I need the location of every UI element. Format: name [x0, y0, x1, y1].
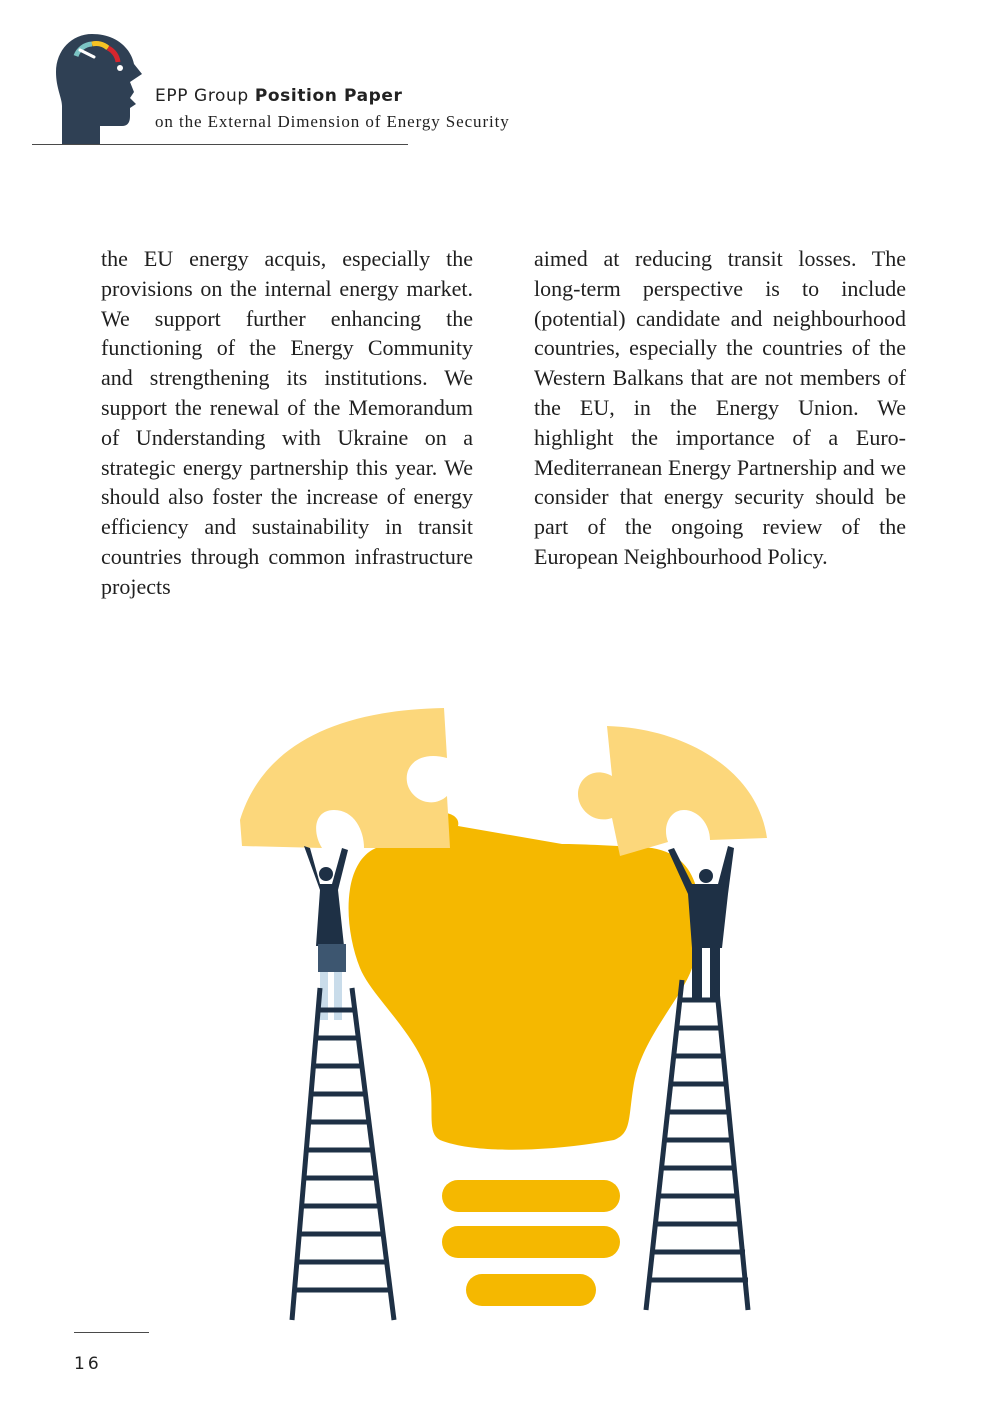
lightbulb-puzzle-illustration — [222, 698, 797, 1328]
ladder-left-icon — [292, 988, 394, 1320]
header-divider — [32, 144, 408, 145]
puzzle-piece-right-icon — [578, 726, 767, 856]
ladder-right-icon — [646, 980, 748, 1310]
lightbulb-icon — [349, 812, 700, 1149]
body-column-right: aimed at reducing transit losses. The long-term perspective is to include (potential) candidate and neighbourhood countries, especially the countries of the Western Balkans that are not members of the EU, in the Energy Union. We highlight the importance of a Euro-Mediterranean Energy Partnership and we consider that energy security should be part of the ongoing review of the European Neighbourhood Policy. — [534, 246, 906, 569]
person-left-icon — [304, 846, 348, 1020]
footer-divider — [74, 1332, 149, 1333]
header-org: EPP Group — [155, 86, 249, 106]
bulb-base-bar — [442, 1180, 620, 1212]
puzzle-piece-left-icon — [240, 708, 450, 848]
bulb-base-bar — [442, 1226, 620, 1258]
header-doc-type: Position Paper — [254, 86, 403, 106]
head-gauge-logo-icon — [50, 26, 150, 146]
header-subtitle: on the External Dimension of Energy Security — [155, 112, 510, 131]
bulb-base-bar — [466, 1274, 596, 1306]
page-number: 16 — [74, 1354, 102, 1374]
body-column-left: the EU energy acquis, especially the provisions on the internal energy market. We support further enhancing the functioning of the Energy Community and strengthening its institutions. We support the renewal of the Memorandum of Understanding with Ukraine on a strategic energy partnership this year. We should also foster the increase of energy efficiency and sustainability in transit countries through common infrastructure projects — [101, 246, 473, 599]
header-title — [155, 86, 403, 106]
